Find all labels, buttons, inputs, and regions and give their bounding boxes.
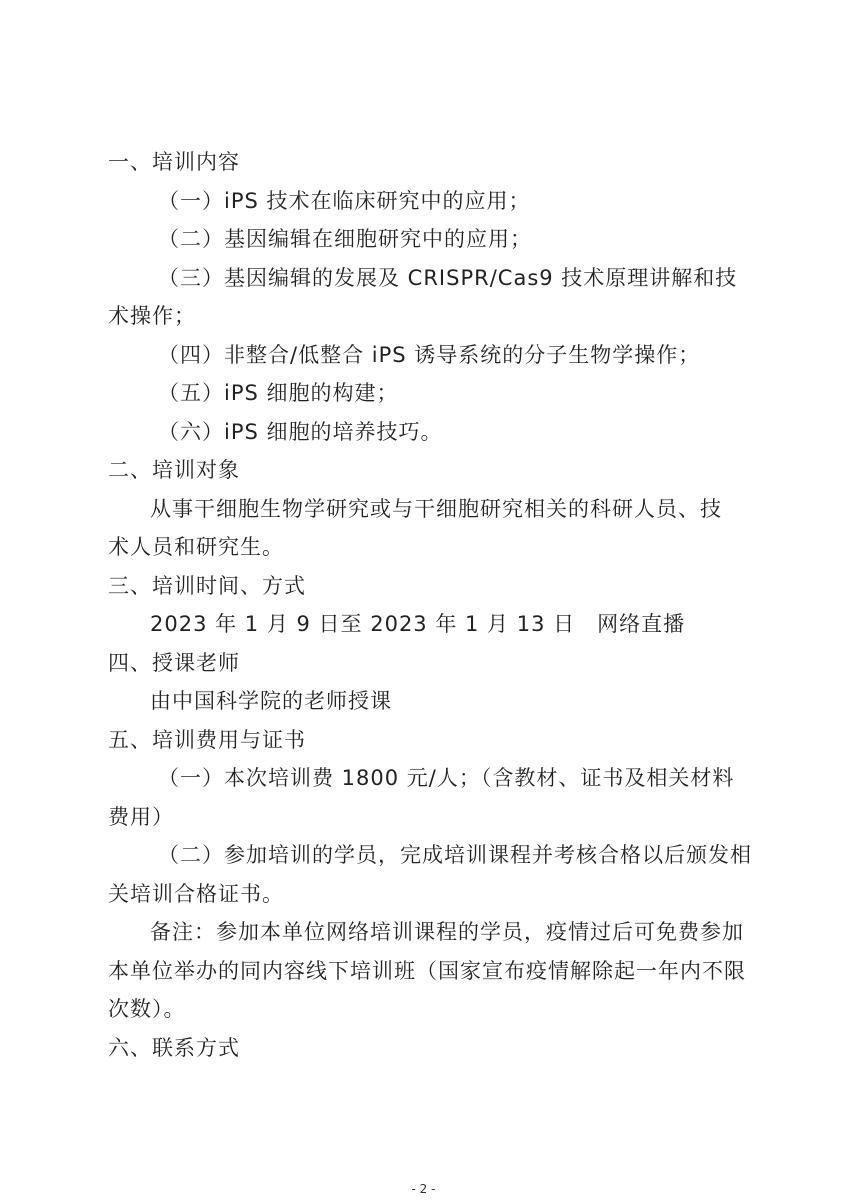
- document-body: [108, 143, 752, 1067]
- section-heading-fees: 五、培训费用与证书: [108, 727, 306, 752]
- teachers-paragraph: 由中国科学院的老师授课: [150, 689, 392, 713]
- note-paragraph-continued-2: 次数）。: [108, 997, 186, 1021]
- audience-paragraph: 从事干细胞生物学研究或与干细胞研究相关的科研人员、技: [150, 496, 722, 521]
- content-item-3-continued: 术操作；: [108, 304, 196, 328]
- page-number: - 2 -: [411, 1182, 436, 1196]
- content-item-1: （一）iPS 技术在临床研究中的应用；: [158, 188, 531, 213]
- note-paragraph-continued-1: 本单位举办的同内容线下培训班（国家宣布疫情解除起一年内不限: [108, 958, 746, 983]
- content-item-6: （六）iPS 细胞的培养技巧。: [158, 419, 443, 444]
- content-item-4: （四）非整合/低整合 iPS 诱导系统的分子生物学操作；: [158, 342, 701, 367]
- section-heading-schedule: 三、培训时间、方式: [108, 573, 306, 598]
- content-item-2: （二）基因编辑在细胞研究中的应用；: [158, 227, 532, 251]
- fees-item-2: （二）参加培训的学员，完成培训课程并考核合格以后颁发相: [158, 843, 752, 867]
- content-item-5: （五）iPS 细胞的构建；: [158, 381, 399, 405]
- schedule-paragraph: 2023 年 1 月 9 日至 2023 年 1 月 13 日 网络直播: [150, 612, 686, 636]
- section-heading-audience: 二、培训对象: [108, 458, 240, 482]
- fees-item-2-continued: 关培训合格证书。: [108, 881, 284, 906]
- audience-paragraph-continued: 术人员和研究生。: [108, 535, 284, 559]
- fees-item-1-continued: 费用）: [108, 804, 174, 829]
- note-paragraph: 备注：参加本单位网络培训课程的学员，疫情过后可免费参加: [150, 920, 744, 944]
- section-heading-contact: 六、联系方式: [108, 1035, 240, 1060]
- section-heading-content: 一、培训内容: [108, 150, 240, 174]
- fees-item-1: （一）本次培训费 1800 元/人；（含教材、证书及相关材料: [158, 766, 735, 790]
- content-item-3: （三）基因编辑的发展及 CRISPR/Cas9 技术原理讲解和技: [158, 265, 738, 290]
- section-heading-teachers: 四、授课老师: [108, 650, 240, 675]
